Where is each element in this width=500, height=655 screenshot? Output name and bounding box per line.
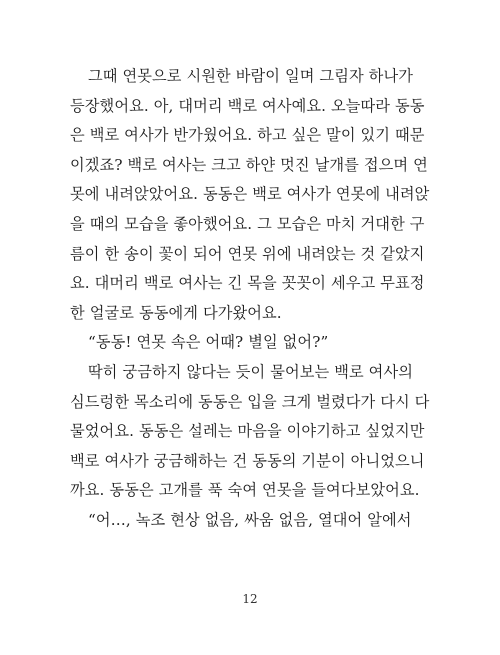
body-text: [70, 62, 432, 536]
dialogue-line: “동동! 연못 속은 어때? 별일 없어?”: [88, 333, 329, 352]
text-line: 백로 여사가 궁금해하는 건 동동의 기분이 아니었으니: [70, 451, 425, 470]
text-line: 못에 내려앉았어요. 동동은 백로 여사가 연못에 내려앉: [70, 185, 430, 204]
text-line: 을 때의 모습을 좋아했어요. 그 모습은 마치 거대한 구: [70, 214, 425, 233]
text-line: 이겠죠? 백로 여사는 크고 하얀 멋진 날개를 접으며 연: [70, 155, 428, 174]
page-number: 12: [242, 592, 258, 606]
dialogue-line: “어…, 녹조 현상 없음, 싸움 없음, 열대어 알에서: [88, 510, 412, 529]
text-line: 한 얼굴로 동동에게 다가왔어요.: [70, 303, 282, 322]
text-line: 심드렁한 목소리에 동동은 입을 크게 벌렸다가 다시 다: [70, 392, 430, 411]
text-line: 딱히 궁금하지 않다는 듯이 물어보는 백로 여사의: [88, 362, 413, 381]
text-line: 등장했어요. 아, 대머리 백로 여사예요. 오늘따라 동동: [70, 96, 425, 115]
text-line: 요. 대머리 백로 여사는 긴 목을 꼿꼿이 세우고 무표정: [70, 274, 425, 293]
text-line: 름이 한 송이 꽃이 되어 연못 위에 내려앉는 것 같았지: [70, 244, 425, 263]
text-line: 그때 연못으로 시원한 바람이 일며 그림자 하나가: [88, 67, 413, 85]
text-line: 까요. 동동은 고개를 푹 숙여 연못을 들여다보았어요.: [70, 481, 420, 500]
text-line: 은 백로 여사가 반가웠어요. 하고 싶은 말이 있기 때문: [70, 126, 425, 145]
text-line: 물었어요. 동동은 설레는 마음을 이야기하고 싶었지만: [70, 422, 425, 441]
